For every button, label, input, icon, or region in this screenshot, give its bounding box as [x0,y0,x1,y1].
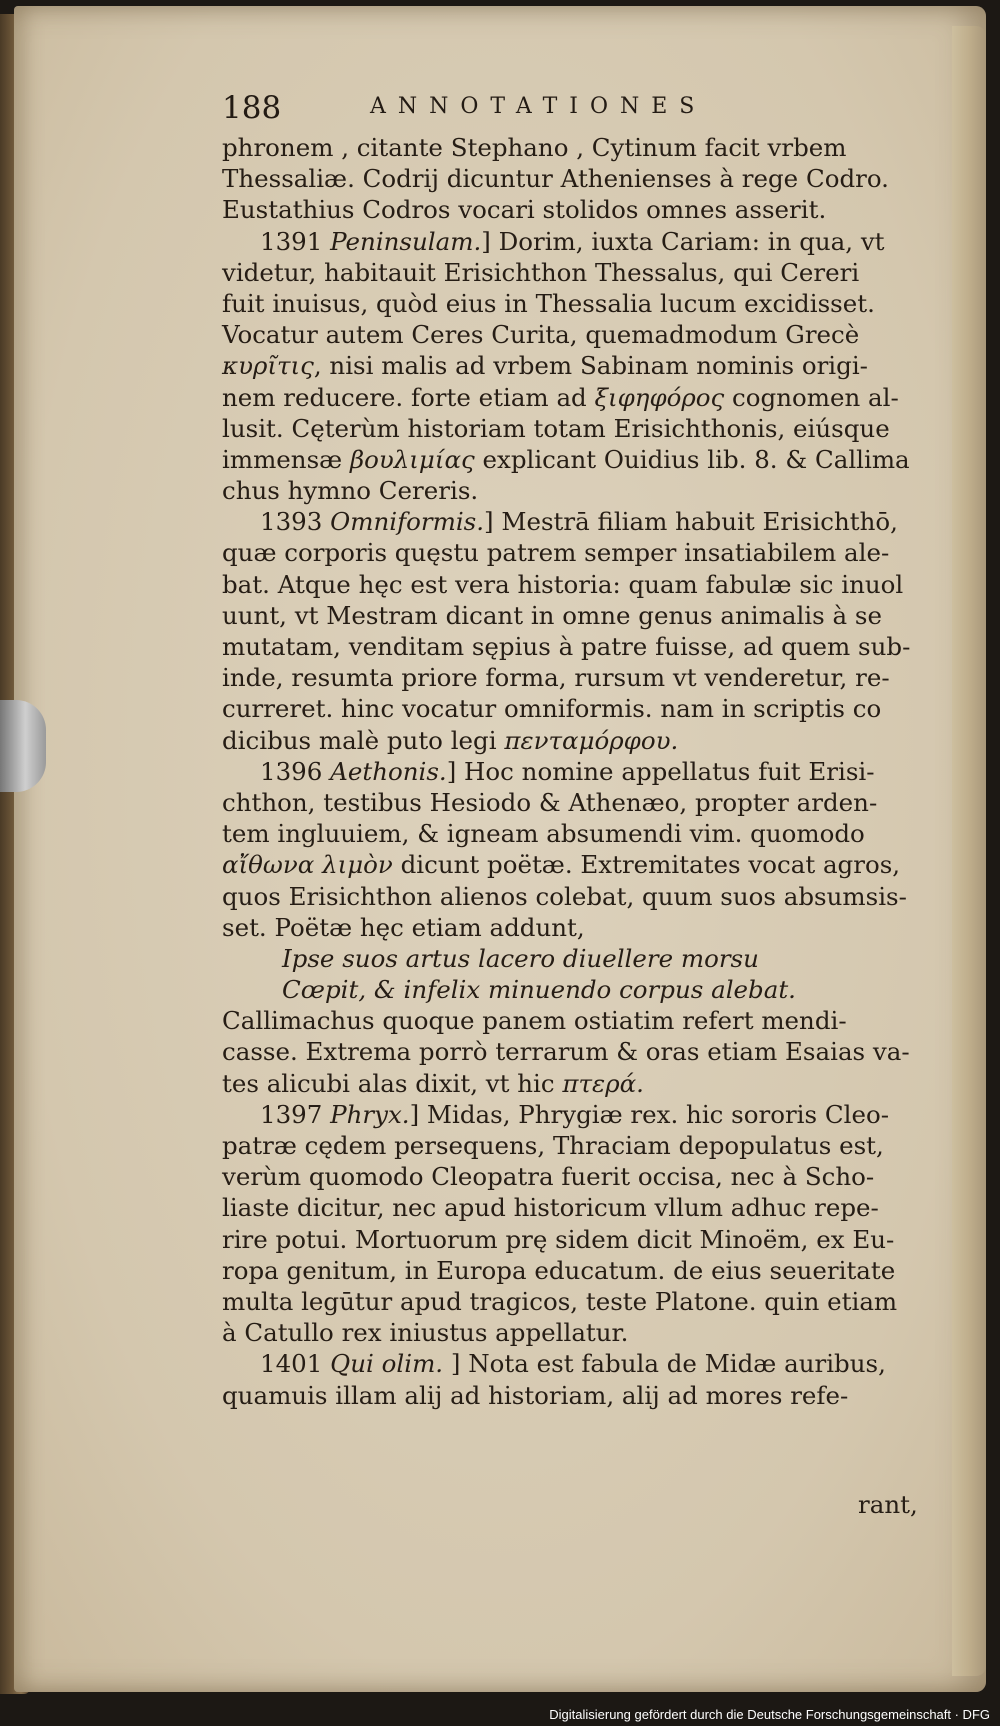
text-line [222,881,910,912]
greek-text: βουλιμίας [349,444,475,474]
verse-text: Ipse suos artus lacero diuellere morsu [282,943,759,973]
page-header [222,90,782,126]
text-line [222,849,910,880]
greek-text: αἴθωνα λιμὸν [222,850,393,880]
text-line [222,1005,910,1036]
text-line [222,444,910,475]
line-text: curreret. hinc vocatur omniformis. nam in scriptis co [222,694,882,724]
line-text: quos Erisichthon alienos colebat, quum suos absumsis- [222,881,907,911]
text-line [222,163,910,194]
text-line [222,943,910,974]
digitization-credit: Digitalisierung gefördert durch die Deutsche Forschungsgemeinschaft · DFG [549,1707,990,1722]
greek-text: πενταμόρφου. [504,725,679,755]
line-text: dicibus malè puto legi [222,725,505,755]
line-number: 1396 [260,756,323,786]
catchword: rant, [858,1490,918,1519]
line-number: 1401 [260,1349,323,1379]
line-text: tem ingluuiem, & igneam absumendi vim. quomodo [222,819,865,849]
text-line [222,288,910,319]
line-text: explicant Ouidius lib. 8. & Callima [474,444,910,474]
line-text: ] Dorim, iuxta Cariam: in qua, vt [481,226,885,256]
line-text: verùm quomodo Cleopatra fuerit occisa, nec à Scho- [222,1162,875,1192]
line-text: lusit. Cęterùm historiam totam Erisichthonis, eiúsque [222,413,890,443]
line-text: fuit inuisus, quòd eius in Thessalia lucum excidisset. [222,288,875,318]
lemma: Peninsulam. [330,226,482,256]
text-line [222,1068,910,1099]
text-line [222,1317,910,1348]
line-text: à Catullo rex iniustus appellatur. [222,1318,629,1348]
text-line [222,132,910,163]
text-line [222,662,910,693]
line-text: uunt, vt Mestram dicant in omne genus animalis à se [222,600,882,630]
line-text: inde, resumta priore forma, rursum vt venderetur, re- [222,663,890,693]
greek-text: κυρῖτις [222,351,314,381]
line-number: 1391 [260,226,323,256]
text-line [222,600,910,631]
lemma: Phryx. [330,1099,410,1129]
line-text: quamuis illam alij ad historiam, alij ad mores refe- [222,1380,849,1410]
text-line [222,693,910,724]
line-text: chus hymno Cereris. [222,476,479,506]
greek-text: ξιφηφόρος [594,382,725,412]
line-text: rire potui. Mortuorum prę sidem dicit Minoëm, ex Eu- [222,1224,895,1254]
text-line [222,537,910,568]
text-line [222,1255,910,1286]
line-text: ] Hoc nomine appellatus fuit Erisi- [446,756,875,786]
line-text: , nisi malis ad vrbem Sabinam nominis origi- [313,351,868,381]
running-head: ANNOTATIONES [370,94,707,119]
text-line [222,1036,910,1067]
text-line [222,818,910,849]
line-text: Vocatur autem Ceres Curita, quemadmodum Grecè [222,320,860,350]
lemma: Qui olim. [330,1349,444,1379]
verse-text: Cœpit, & infelix minuendo corpus alebat. [282,975,796,1005]
line-text: Eustathius Codros vocari stolidos omnes asserit. [222,195,827,225]
line-text: ] Midas, Phrygiæ rex. hic sororis Cleo- [409,1099,889,1129]
text-line [222,1161,910,1192]
line-text: set. Poëtæ hęc etiam addunt, [222,912,585,942]
page-clip [0,700,46,792]
text-line [222,1380,910,1411]
line-text: casse. Extrema porrò terrarum & oras etiam Esaias va- [222,1037,910,1067]
line-text: phronem , citante Stephano , Cytinum facit vrbem [222,133,847,162]
line-text: ] Mestrā filiam habuit Erisichthō, [484,507,898,537]
text-line [222,194,910,225]
text-line [222,257,910,288]
line-text: liaste dicitur, nec apud historicum vllum adhuc repe- [222,1193,879,1223]
text-line [222,912,910,943]
text-line [222,506,910,537]
text-line [222,319,910,350]
text-line [222,1099,910,1130]
text-line [222,1224,910,1255]
text-line [222,756,910,787]
folio-number: 188 [222,90,282,126]
line-text: ropa genitum, in Europa educatum. de eius seueritate [222,1255,896,1285]
text-line [222,631,910,662]
text-line [222,1192,910,1223]
lemma: Omniformis. [330,507,485,537]
line-number: 1397 [260,1099,323,1129]
line-text: ] Nota est fabula de Midæ auribus, [443,1349,886,1379]
line-text: immensæ [222,444,350,474]
line-text: chthon, testibus Hesiodo & Athenæo, propter arden- [222,787,878,817]
line-text: quæ corporis quęstu patrem semper insatiabilem ale- [222,538,890,568]
text-line [222,725,910,756]
line-number: 1393 [260,507,323,537]
line-text: patræ cędem persequens, Thraciam depopulatus est, [222,1131,884,1160]
text-line [222,1130,910,1161]
line-text: nem reducere. forte etiam ad [222,382,595,412]
line-text: videtur, habitauit Erisichthon Thessalus, qui Cereri [222,257,860,287]
line-text: Thessaliæ. Codrij dicuntur Athenienses à rege Codro. [222,164,889,194]
line-text: Callimachus quoque panem ostiatim refert mendi- [222,1006,847,1036]
text-line [222,1348,910,1379]
text-line [222,413,910,444]
text-line [222,382,910,413]
text-line [222,787,910,818]
text-line [222,350,910,381]
line-text: dicunt poëtæ. Extremitates vocat agros, [392,850,901,880]
line-text: bat. Atque hęc est vera historia: quam fabulæ sic inuol [222,569,904,599]
text-line [222,1286,910,1317]
lemma: Aethonis. [330,756,447,786]
page-edge-right [952,26,986,1676]
line-text: cognomen al- [724,382,899,412]
greek-text: πτερά. [562,1068,644,1098]
text-line [222,226,910,257]
text-line [222,569,910,600]
line-text: mutatam, venditam sępius à patre fuisse, ad quem sub- [222,632,911,661]
line-text: tes alicubi alas dixit, vt hic [222,1068,563,1098]
text-line [222,974,910,1005]
line-text: multa legūtur apud tragicos, teste Platone. quin etiam [222,1286,898,1316]
text-line [222,475,910,506]
body-text [222,132,910,1411]
